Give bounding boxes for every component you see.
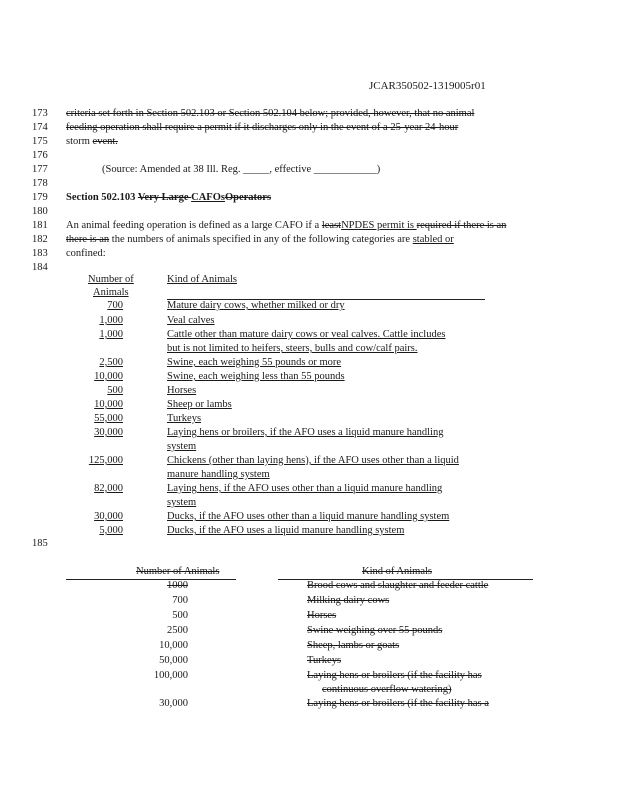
line-number: 185 xyxy=(32,538,48,549)
line-number: 174 xyxy=(32,122,48,133)
table1-kind: Swine, each weighing less than 55 pounds xyxy=(167,371,345,382)
table1-number: 30,000 xyxy=(94,511,123,522)
table1-number: 5,000 xyxy=(99,525,123,536)
table2-number: 100,000 xyxy=(153,670,188,681)
table2-number: 500 xyxy=(172,610,188,621)
table1-kind: Ducks, if the AFO uses other than a liquid manure handling system xyxy=(167,511,450,522)
table1-kind-cont: but is not limited to heifers, steers, bulls and cow/calf pairs. xyxy=(167,343,418,354)
text-line: confined: xyxy=(66,248,106,259)
text-line xyxy=(66,234,454,245)
table1-number: 2,500 xyxy=(99,357,123,368)
line-number: 177 xyxy=(32,164,48,175)
table1-header-number: Number of xyxy=(88,274,134,285)
table1-kind: Chickens (other than laying hens), if the AFO uses other than a liquid xyxy=(167,455,459,466)
table2-kind-cont: continuous overflow watering) xyxy=(322,684,452,695)
table1-kind: Laying hens or broilers, if the AFO uses a liquid manure handling xyxy=(167,427,444,438)
table1-number: 1,000 xyxy=(99,329,123,340)
struck-text-span: there is an xyxy=(66,234,110,245)
table2-number: 10,000 xyxy=(159,640,188,651)
table1-kind: Mature dairy cows, whether milked or dry xyxy=(167,300,345,311)
table1-kind: Veal calves xyxy=(167,315,215,326)
source-note: (Source: Amended at 38 Ill. Reg. _____, effective ____________) xyxy=(102,164,381,175)
table2-kind: Milking dairy cows xyxy=(307,595,390,606)
struck-heading-span: Very Large xyxy=(137,192,192,203)
table1-kind: Ducks, if the AFO uses a liquid manure handling system xyxy=(167,525,405,536)
table1-kind: Laying hens, if the AFO uses other than a liquid manure handling xyxy=(167,483,443,494)
line-number: 184 xyxy=(32,262,48,273)
table1-number: 1,000 xyxy=(99,315,123,326)
table1-kind: Turkeys xyxy=(167,413,202,424)
table2-number: 50,000 xyxy=(159,655,188,666)
struck-heading-span: Operators xyxy=(224,192,272,203)
table1-kind: Swine, each weighing 55 pounds or more xyxy=(167,357,342,368)
table1-header-number: Animals xyxy=(93,287,129,298)
inserted-text-span: NPDES permit is xyxy=(341,220,417,231)
line-number: 178 xyxy=(32,178,48,189)
table2-kind: Swine weighing over 55 pounds xyxy=(307,625,443,636)
table1-number: 10,000 xyxy=(94,371,123,382)
section-heading xyxy=(66,192,271,203)
text-span: An animal feeding operation is defined as a large CAFO if a xyxy=(66,220,322,231)
table2-kind: Horses xyxy=(307,610,337,621)
table2-number: 2500 xyxy=(167,625,188,636)
line-number: 181 xyxy=(32,220,48,231)
text-span: storm xyxy=(66,136,93,147)
inserted-heading-span: CAFOs xyxy=(191,192,225,203)
table1-kind-cont: system xyxy=(167,497,197,508)
table2-kind: Brood cows and slaughter and feeder cattle xyxy=(307,580,489,591)
table1-kind: Horses xyxy=(167,385,197,396)
line-number: 179 xyxy=(32,192,48,203)
document-id: JCAR350502-1319005r01 xyxy=(369,80,486,92)
table2-number: 700 xyxy=(172,595,188,606)
table1-kind-cont: manure handling system xyxy=(167,469,270,480)
table1-number: 125,000 xyxy=(88,455,123,466)
table1-number: 10,000 xyxy=(94,399,123,410)
table1-number: 30,000 xyxy=(94,427,123,438)
struck-text-span: least xyxy=(321,220,342,231)
section-number: Section 502.103 xyxy=(66,192,138,203)
struck-text-span: required if there is an xyxy=(416,220,507,231)
table2-number: 30,000 xyxy=(159,698,188,709)
table2-kind: Laying hens or broilers (if the facility has a xyxy=(307,698,489,709)
struck-text-line: feeding operation shall require a permit if it discharges only in the event of a 25-year 24-hour xyxy=(66,122,459,133)
table2-kind: Laying hens or broilers (if the facility has xyxy=(307,670,482,681)
table1-kind: Sheep or lambs xyxy=(167,399,232,410)
table2-header-kind: Kind of Animals xyxy=(362,566,432,577)
struck-text-span: event. xyxy=(92,136,118,147)
table2-kind: Sheep, lambs or goats xyxy=(307,640,400,651)
table2-number: 1000 xyxy=(167,580,188,591)
table1-kind: Cattle other than mature dairy cows or veal calves. Cattle includes xyxy=(167,329,446,340)
table1-header-kind: Kind of Animals xyxy=(167,274,237,285)
table2-header-number: Number of Animals xyxy=(136,566,220,577)
table1-number: 500 xyxy=(107,385,123,396)
line-number: 183 xyxy=(32,248,48,259)
text-line xyxy=(66,136,118,147)
inserted-text-span: stabled or xyxy=(412,234,454,245)
line-number: 182 xyxy=(32,234,48,245)
struck-text-line: criteria set forth in Section 502.103 or Section 502.104 below; provided, however, that no animal xyxy=(66,108,475,119)
line-number: 180 xyxy=(32,206,48,217)
line-number: 173 xyxy=(32,108,48,119)
table1-kind-cont: system xyxy=(167,441,197,452)
table1-number: 82,000 xyxy=(94,483,123,494)
line-number: 175 xyxy=(32,136,48,147)
line-number: 176 xyxy=(32,150,48,161)
table1-number: 700 xyxy=(107,300,123,311)
text-span: the numbers of animals specified in any of the following categories are xyxy=(109,234,413,245)
table1-number: 55,000 xyxy=(94,413,123,424)
table2-kind: Turkeys xyxy=(307,655,342,666)
text-line xyxy=(66,220,506,231)
